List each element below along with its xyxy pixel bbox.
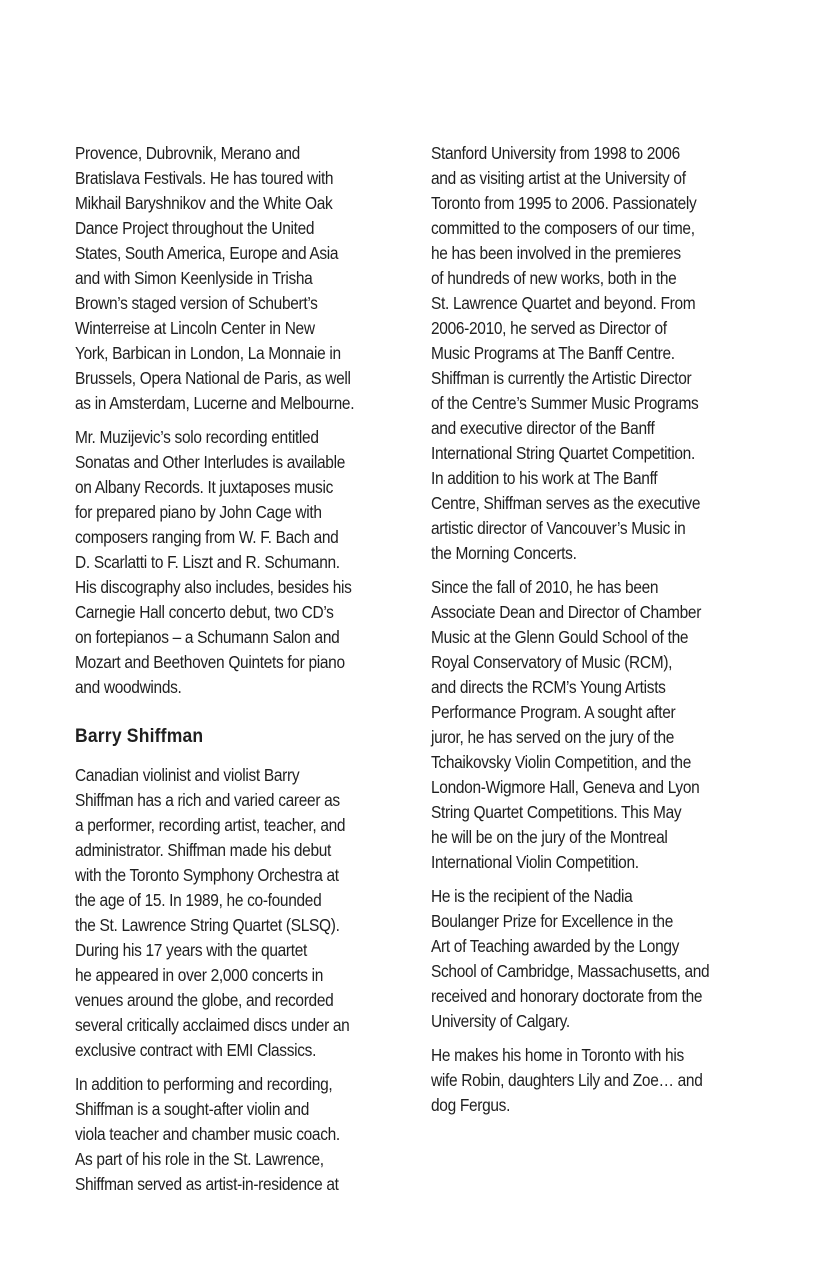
text-line: String Quartet Competitions. This May xyxy=(431,802,682,822)
text-line: Brown’s staged version of Schubert’s xyxy=(75,293,318,313)
text-line: and as visiting artist at the University of xyxy=(431,168,686,188)
text-line: Sonatas and Other Interludes is available xyxy=(75,452,345,472)
right-column xyxy=(431,141,750,1127)
text-line: and woodwinds. xyxy=(75,677,182,697)
text-line: venues around the globe, and recorded xyxy=(75,990,334,1010)
text-line: received and honorary doctorate from the xyxy=(431,986,703,1006)
left-column xyxy=(75,141,394,1206)
text-line: committed to the composers of our time, xyxy=(431,218,695,238)
text-line: Mozart and Beethoven Quintets for piano xyxy=(75,652,345,672)
text-line: he has been involved in the premieres xyxy=(431,243,681,263)
section-heading-barry-shiffman: Barry Shiffman xyxy=(75,725,204,747)
text-line: International String Quartet Competition. xyxy=(431,443,695,463)
text-line: Music Programs at The Banff Centre. xyxy=(431,343,675,363)
text-line: Mr. Muzijevic’s solo recording entitled xyxy=(75,427,319,447)
text-line: He makes his home in Toronto with his xyxy=(431,1045,684,1065)
text-line: on fortepianos – a Schumann Salon and xyxy=(75,627,340,647)
text-line: Boulanger Prize for Excellence in the xyxy=(431,911,674,931)
text-line: States, South America, Europe and Asia xyxy=(75,243,339,263)
text-line: a performer, recording artist, teacher, and xyxy=(75,815,346,835)
text-line: wife Robin, daughters Lily and Zoe… and xyxy=(431,1070,703,1090)
text-line: viola teacher and chamber music coach. xyxy=(75,1124,340,1144)
text-line: York, Barbican in London, La Monnaie in xyxy=(75,343,341,363)
text-line: composers ranging from W. F. Bach and xyxy=(75,527,339,547)
text-line: he will be on the jury of the Montreal xyxy=(431,827,668,847)
text-line: Tchaikovsky Violin Competition, and the xyxy=(431,752,692,772)
text-line: with the Toronto Symphony Orchestra at xyxy=(75,865,339,885)
text-line: In addition to his work at The Banff xyxy=(431,468,658,488)
text-line: Canadian violinist and violist Barry xyxy=(75,765,300,785)
bio-paragraph-festivals xyxy=(75,141,394,416)
text-line: the St. Lawrence String Quartet (SLSQ). xyxy=(75,915,340,935)
text-line: juror, he has served on the jury of the xyxy=(431,727,675,747)
text-line: Winterreise at Lincoln Center in New xyxy=(75,318,315,338)
text-line: Performance Program. A sought after xyxy=(431,702,676,722)
text-line: St. Lawrence Quartet and beyond. From xyxy=(431,293,696,313)
text-line: for prepared piano by John Cage with xyxy=(75,502,322,522)
bio-paragraph-awards xyxy=(431,884,750,1034)
text-line: During his 17 years with the quartet xyxy=(75,940,308,960)
text-line: as in Amsterdam, Lucerne and Melbourne. xyxy=(75,393,355,413)
text-line: Shiffman is currently the Artistic Director xyxy=(431,368,692,388)
text-line: Art of Teaching awarded by the Longy xyxy=(431,936,680,956)
text-line: As part of his role in the St. Lawrence, xyxy=(75,1149,324,1169)
text-line: several critically acclaimed discs under an xyxy=(75,1015,350,1035)
text-line: Royal Conservatory of Music (RCM), xyxy=(431,652,673,672)
text-line: Stanford University from 1998 to 2006 xyxy=(431,143,680,163)
text-line: Shiffman is a sought-after violin and xyxy=(75,1099,309,1119)
text-line: and executive director of the Banff xyxy=(431,418,655,438)
text-line: Associate Dean and Director of Chamber xyxy=(431,602,702,622)
text-line: D. Scarlatti to F. Liszt and R. Schumann. xyxy=(75,552,340,572)
text-line: He is the recipient of the Nadia xyxy=(431,886,633,906)
text-line: the age of 15. In 1989, he co-founded xyxy=(75,890,322,910)
text-line: on Albany Records. It juxtaposes music xyxy=(75,477,334,497)
text-line: Carnegie Hall concerto debut, two CD’s xyxy=(75,602,334,622)
text-line: the Morning Concerts. xyxy=(431,543,577,563)
text-line: London-Wigmore Hall, Geneva and Lyon xyxy=(431,777,700,797)
text-line: In addition to performing and recording, xyxy=(75,1074,333,1094)
text-line: of hundreds of new works, both in the xyxy=(431,268,677,288)
text-line: and directs the RCM’s Young Artists xyxy=(431,677,666,697)
text-line: University of Calgary. xyxy=(431,1011,570,1031)
text-line: he appeared in over 2,000 concerts in xyxy=(75,965,324,985)
text-line: School of Cambridge, Massachusetts, and xyxy=(431,961,710,981)
text-line: of the Centre’s Summer Music Programs xyxy=(431,393,699,413)
text-line: Centre, Shiffman serves as the executive xyxy=(431,493,701,513)
text-line: exclusive contract with EMI Classics. xyxy=(75,1040,317,1060)
text-line: Shiffman served as artist-in-residence at xyxy=(75,1174,339,1194)
bio-paragraph-recordings xyxy=(75,425,394,700)
bio-paragraph-home xyxy=(431,1043,750,1118)
text-line: Toronto from 1995 to 2006. Passionately xyxy=(431,193,697,213)
text-line: Provence, Dubrovnik, Merano and xyxy=(75,143,300,163)
text-line: and with Simon Keenlyside in Trisha xyxy=(75,268,313,288)
text-line: Since the fall of 2010, he has been xyxy=(431,577,659,597)
text-line: Bratislava Festivals. He has toured with xyxy=(75,168,334,188)
text-line: Mikhail Baryshnikov and the White Oak xyxy=(75,193,333,213)
text-line: Brussels, Opera National de Paris, as well xyxy=(75,368,351,388)
text-line: administrator. Shiffman made his debut xyxy=(75,840,332,860)
bio-paragraph-career xyxy=(75,763,394,1063)
text-line: artistic director of Vancouver’s Music in xyxy=(431,518,686,538)
text-line: 2006-2010, he served as Director of xyxy=(431,318,667,338)
text-line: Dance Project throughout the United xyxy=(75,218,315,238)
text-line: dog Fergus. xyxy=(431,1095,511,1115)
text-line: Music at the Glenn Gould School of the xyxy=(431,627,689,647)
text-line: International Violin Competition. xyxy=(431,852,639,872)
text-line: Shiffman has a rich and varied career as xyxy=(75,790,340,810)
text-line: His discography also includes, besides his xyxy=(75,577,352,597)
bio-paragraph-teaching xyxy=(75,1072,394,1197)
bio-paragraph-rcm xyxy=(431,575,750,875)
bio-paragraph-stanford-banff xyxy=(431,141,750,566)
